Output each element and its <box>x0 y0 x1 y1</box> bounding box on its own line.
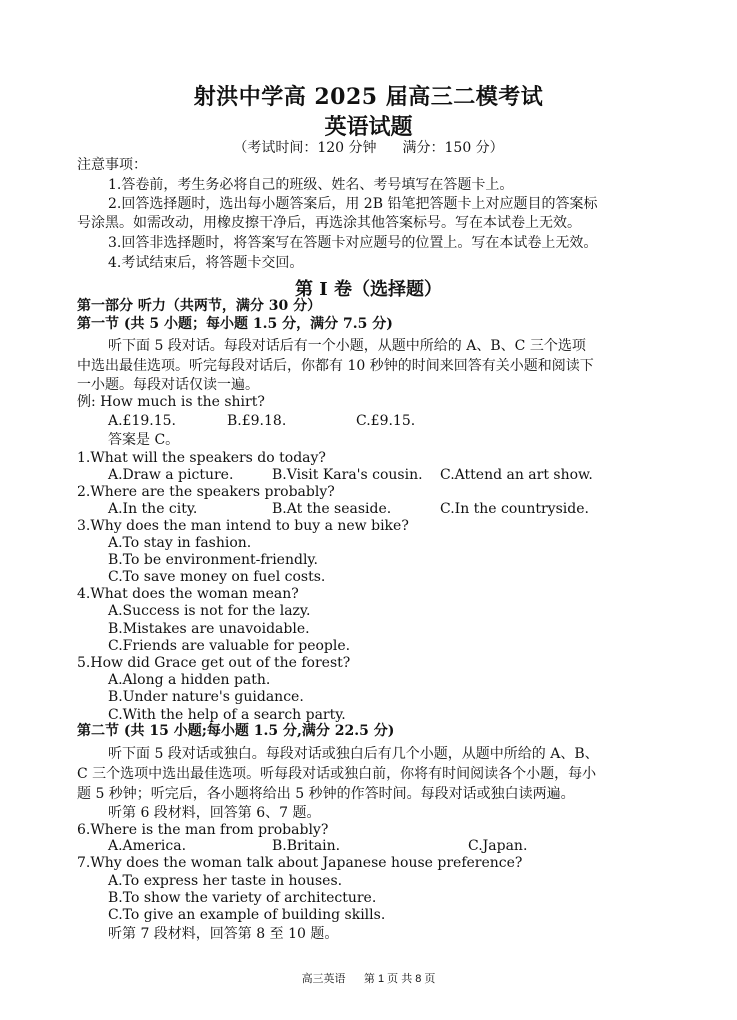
question-5: 5.How did Grace get out of the forest? <box>77 655 351 671</box>
footer-page-number: 第 1 页 共 8 页 <box>363 973 436 985</box>
exam-score: 满分：150 分） <box>402 140 504 156</box>
q7-option-c: C.To give an example of building skills. <box>108 907 386 923</box>
q1-option-a: A.Draw a picture. <box>108 467 234 483</box>
question-7: 7.Why does the woman talk about Japanese house preference? <box>77 855 523 871</box>
notice-item-2-line-2: 号涂黑。如需改动，用橡皮擦干净后，再选涂其他答案标号。写在本试卷上无效。 <box>77 215 581 231</box>
footer-subject: 高三英语 <box>301 973 346 985</box>
q4-option-a: A.Success is not for the lazy. <box>108 603 311 619</box>
exam-title: 射洪中学高 2025 届高三二模考试 <box>193 84 544 110</box>
notice-item-2-line-1: 2.回答选择题时，选出每小题答案后，用 2B 铅笔把答题卡上对应题目的答案标 <box>108 196 598 212</box>
q1-option-b: B.Visit Kara's cousin. <box>272 467 423 483</box>
q4-option-b: B.Mistakes are unavoidable. <box>108 621 310 637</box>
notice-heading: 注意事项： <box>77 157 147 173</box>
exam-meta <box>0 137 737 157</box>
material-7-intro: 听第 7 段材料，回答第 8 至 10 题。 <box>108 926 339 942</box>
q3-option-c: C.To save money on fuel costs. <box>108 569 326 585</box>
q2-option-c: C.In the countryside. <box>440 501 589 517</box>
question-4: 4.What does the woman mean? <box>77 586 299 602</box>
notice-item-3: 3.回答非选择题时，将答案写在答题卡对应题号的位置上。写在本试卷上无效。 <box>108 235 598 251</box>
page-footer <box>0 970 737 986</box>
q2-option-b: B.At the seaside. <box>272 501 392 517</box>
example-option-b: B.£9.18. <box>227 413 287 429</box>
section1-instruction-3: 一小题。每段对话仅读一遍。 <box>77 377 259 393</box>
question-3: 3.Why does the man intend to buy a new bike? <box>77 518 409 534</box>
notice-item-1: 1.答卷前，考生务必将自己的班级、姓名、考号填写在答题卡上。 <box>108 177 514 193</box>
exam-subtitle: 英语试题 <box>324 114 413 140</box>
q6-option-b: B.Britain. <box>272 838 341 854</box>
section1-instruction-1: 听下面 5 段对话。每段对话后有一个小题，从题中所给的 A、B、C 三个选项 <box>108 338 586 354</box>
example-question: 例: How much is the shirt? <box>77 394 265 410</box>
material-6-intro: 听第 6 段材料，回答第 6、7 题。 <box>108 805 321 821</box>
volume-title: 第 I 卷（选择题） <box>295 279 442 300</box>
question-6: 6.Where is the man from probably? <box>77 822 329 838</box>
section2-title: 第二节 (共 15 小题;每小题 1.5 分,满分 22.5 分) <box>77 723 395 739</box>
section1-title: 第一节 (共 5 小题；每小题 1.5 分，满分 7.5 分) <box>77 316 393 332</box>
q2-option-a: A.In the city. <box>108 501 198 517</box>
q1-option-c: C.Attend an art show. <box>440 467 593 483</box>
example-option-c: C.£9.15. <box>356 413 416 429</box>
notice-item-4: 4.考试结束后，将答题卡交回。 <box>108 255 304 271</box>
section2-instruction-1: 听下面 5 段对话或独白。每段对话或独白后有几个小题，从题中所给的 A、B、 <box>108 746 599 762</box>
question-2: 2.Where are the speakers probably? <box>77 484 335 500</box>
section1-instruction-2: 中选出最佳选项。听完每段对话后，你都有 10 秒钟的时间来回答有关小题和阅读下 <box>77 358 594 374</box>
q3-option-b: B.To be environment-friendly. <box>108 552 318 568</box>
exam-time: （考试时间：120 分钟 <box>233 140 377 156</box>
q7-option-b: B.To show the variety of architecture. <box>108 890 377 906</box>
q5-option-c: C.With the help of a search party. <box>108 707 346 723</box>
q3-option-a: A.To stay in fashion. <box>108 535 252 551</box>
q7-option-a: A.To express her taste in houses. <box>108 873 343 889</box>
q5-option-b: B.Under nature's guidance. <box>108 689 304 705</box>
section2-instruction-3: 题 5 秒钟；听完后，各小题将给出 5 秒钟的作答时间。每段对话或独白读两遍。 <box>77 786 575 802</box>
q5-option-a: A.Along a hidden path. <box>108 672 271 688</box>
q6-option-c: C.Japan. <box>468 838 528 854</box>
example-answer: 答案是 C。 <box>108 432 180 448</box>
part1-title: 第一部分 听力（共两节，满分 30 分） <box>77 298 322 314</box>
q4-option-c: C.Friends are valuable for people. <box>108 638 351 654</box>
section2-instruction-2: C 三个选项中选出最佳选项。听每段对话或独白前，你将有时间阅读各个小题，每小 <box>77 766 597 782</box>
example-option-a: A.£19.15. <box>108 413 176 429</box>
q6-option-a: A.America. <box>108 838 187 854</box>
question-1: 1.What will the speakers do today? <box>77 450 326 466</box>
